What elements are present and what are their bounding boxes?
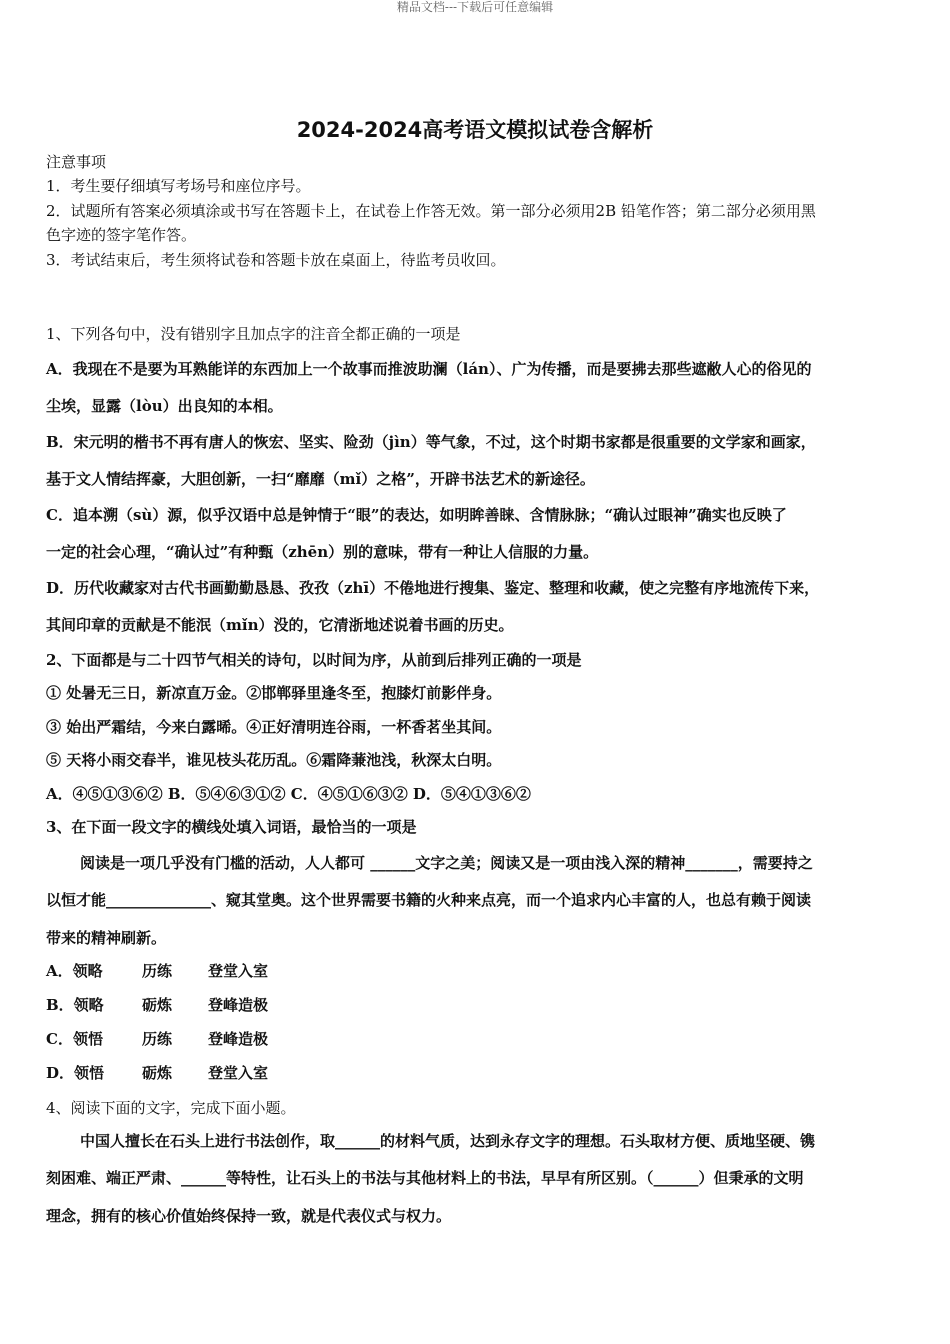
question-3-option-d <box>46 1061 906 1086</box>
notice-item-2-cont: 色字迹的签字笔作答。 <box>46 226 197 244</box>
question-3-passage-line-1: 阅读是一项几乎没有门槛的活动，人人都可 ______文字之美；阅读又是一项由浅入深的精神_______，需要持之 <box>80 854 813 872</box>
option-a-word-2: 历练 <box>142 962 173 980</box>
question-3-stem: 3、在下面一段文字的横线处填入词语，最恰当的一项是 <box>46 818 417 836</box>
option-d-word-3: 登堂入室 <box>208 1064 269 1082</box>
question-2-stem: 2、下面都是与二十四节气相关的诗句，以时间为序，从前到后排列正确的一项是 <box>46 651 582 669</box>
question-1-stem: 1、下列各句中，没有错别字且加点字的注音全都正确的一项是 <box>46 325 461 343</box>
notice-heading: 注意事项 <box>46 153 107 171</box>
option-b-word-1: B．领略 <box>46 996 104 1014</box>
option-d-word-2: 砺炼 <box>142 1064 173 1082</box>
option-c-word-2: 历练 <box>142 1030 173 1048</box>
notice-item-2: 2．试题所有答案必须填涂或书写在答题卡上，在试卷上作答无效。第一部分必须用2B 铅笔作答；第二部分必须用黑 <box>46 202 816 220</box>
question-2-line-1: ① 处暑无三日，新凉直万金。②邯郸驿里逢冬至，抱膝灯前影伴身。 <box>46 684 502 702</box>
question-3-option-b <box>46 993 906 1018</box>
question-2-line-2: ③ 始出严霜结，今来白露晞。④正好清明连谷雨，一杯香茗坐其间。 <box>46 718 502 736</box>
page-header: 精品文档---下载后可任意编辑 <box>396 0 554 14</box>
option-b-word-3: 登峰造极 <box>208 996 269 1014</box>
option-d-word-1: D．领悟 <box>46 1064 105 1082</box>
question-4-passage-line-1: 中国人擅长在石头上进行书法创作，取______的材料气质，达到永存文字的理想。石头取材方便、质地坚硬、镌 <box>80 1132 816 1150</box>
option-c-word-1: C．领悟 <box>46 1030 103 1048</box>
notice-item-1: 1．考生要仔细填写考场号和座位序号。 <box>46 177 311 195</box>
question-3-passage-line-3: 带来的精神刷新。 <box>46 929 167 947</box>
question-1-option-c-cont: 一定的社会心理，“确认过”有种甄（zhēn）别的意味，带有一种让人信服的力量。 <box>46 543 599 561</box>
question-1-option-b: B．宋元明的楷书不再有唐人的恢宏、坚实、险劲（jìn）等气象，不过，这个时期书家都是很重要的文学家和画家， <box>46 433 816 451</box>
question-3-passage-line-2: 以恒才能______________、窥其堂奥。这个世界需要书籍的火种来点亮，而一个追求内心丰富的人，也总有赖于阅读 <box>46 891 812 909</box>
question-4-passage-line-3: 理念，拥有的核心价值始终保持一致，就是代表仪式与权力。 <box>46 1207 452 1225</box>
option-c-word-3: 登峰造极 <box>208 1030 269 1048</box>
question-2-options: A．④⑤①③⑥② B．⑤④⑥③①② C．④⑤①⑥③② D．⑤④①③⑥② <box>46 785 531 803</box>
option-a-word-1: A．领略 <box>46 962 103 980</box>
question-1-option-a: A．我现在不是要为耳熟能详的东西加上一个故事而推波助澜（lán）、广为传播，而是要拂去那些遮敝人心的俗见的 <box>46 360 812 378</box>
question-4-passage-line-2: 刻困难、端正严肃、______等特性，让石头上的书法与其他材料上的书法，早早有所区别。（______）但秉承的文明 <box>46 1169 804 1187</box>
question-3-option-a <box>46 959 906 984</box>
question-4-stem: 4、阅读下面的文字，完成下面小题。 <box>46 1099 296 1117</box>
question-1-option-b-cont: 基于文人情结挥豪，大胆创新，一扫“靡靡（mǐ）之格”，开辟书法艺术的新途径。 <box>46 470 595 488</box>
option-a-word-3: 登堂入室 <box>208 962 269 980</box>
question-1-option-d: D．历代收藏家对古代书画勤勤恳恳、孜孜（zhī）不倦地进行搜集、鉴定、整理和收藏，使之完整有序地流传下来， <box>46 579 820 597</box>
question-3-option-c <box>46 1027 906 1052</box>
notice-item-3: 3．考试结束后，考生须将试卷和答题卡放在桌面上，待监考员收回。 <box>46 251 506 269</box>
question-1-option-a-cont: 尘埃，显露（lòu）出良知的本相。 <box>46 397 283 415</box>
question-2-line-3: ⑤ 天将小雨交春半，谁见枝头花历乱。⑥霜降蒹池浅，秋深太白明。 <box>46 751 502 769</box>
question-1-option-d-cont: 其间印章的贡献是不能泯（mǐn）没的，它清浙地述说着书画的历史。 <box>46 616 514 634</box>
option-b-word-2: 砺炼 <box>142 996 173 1014</box>
question-1-option-c: C．追本溯（sù）源，似乎汉语中总是钟情于“眼”的表达，如明眸善睐、含情脉脉；“确认过眼神”确实也反映了 <box>46 506 787 524</box>
page-title: 2024-2024高考语文模拟试卷含解析 <box>296 118 654 142</box>
